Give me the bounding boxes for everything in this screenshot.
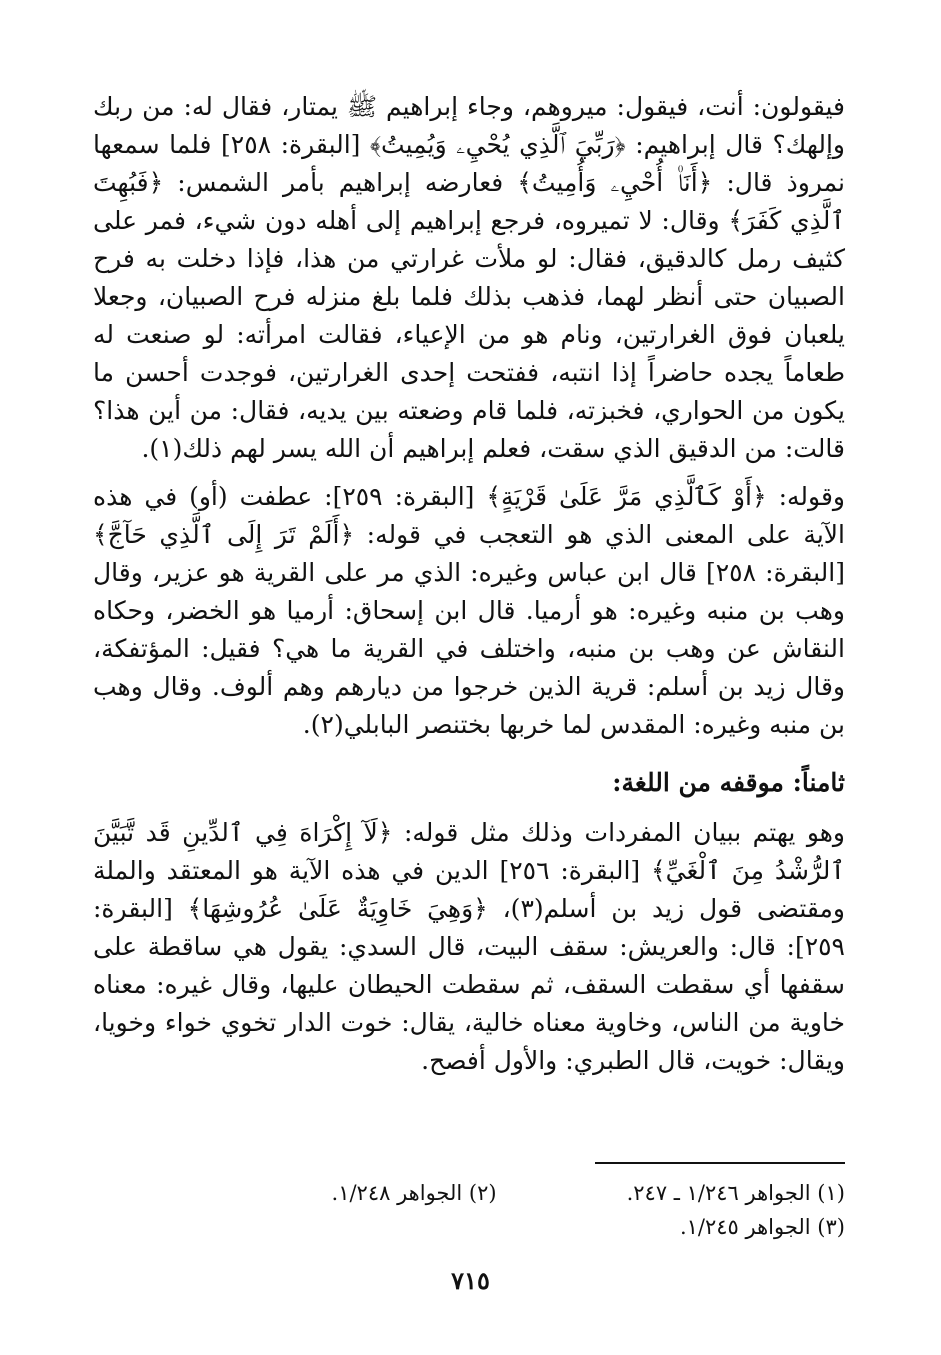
footnote-1: (١) الجواهر ١/٢٤٦ ـ ٢٤٧. xyxy=(626,1181,845,1205)
paragraph-2: وقوله: ﴿أَوْ كَٱلَّذِي مَرَّ عَلَىٰ قَرْيَةٍ﴾ [البقرة: ٢٥٩]: عطفت (أو) في هذه الآية على المعنى الذي هو التعجب في قوله: ﴿أَلَمْ تَرَ إِلَى ٱلَّذِي حَآجَّ﴾ [البقرة: ٢٥٨] قال ابن عباس وغيره: الذي مر على القرية هو عزير، وقال وهب بن منبه وغيره: هو أرميا. قال ابن إسحاق: أرميا هو الخضر، وحكاه النقاش عن وهب بن منبه، واختلف في القرية ما هي؟ فقيل: المؤتفكة، وقال زيد بن أسلم: قرية الذين خرجوا من ديارهم وهم ألوف. وقال وهب بن منبه وغيره: المقدس لما خربها بختنصر البابلي(٢). xyxy=(93,482,845,739)
paragraph-1: فيقولون: أنت، فيقول: ميروهم، وجاء إبراهيم ﷺ يمتار، فقال له: من ربك وإلهك؟ قال إبراهيم: ﴿رَبِّيَ ٱلَّذِي يُحْيِۦ وَيُمِيتُ﴾ [البقرة: ٢٥٨] فلما سمعها نمروذ قال: ﴿أَنَا۠ أُحْيِۦ وَأُمِيتُ﴾ فعارضه إبراهيم بأمر الشمس: ﴿فَبُهِتَ ٱلَّذِي كَفَرَ﴾ وقال: لا تميروه، فرجع إبراهيم إلى أهله دون شيء، فمر على كثيف رمل كالدقيق، فقال: لو ملأت غرارتي من هذا، فإذا دخلت به فرح الصبيان حتى أنظر لهما، فذهب بذلك فلما بلغ منزله فرح الصبيان، وجعلا يلعبان فوق الغرارتين، ونام هو من الإعياء، فقالت امرأته: لو صنعت له طعاماً يجده حاضراً إذا انتبه، ففتحت إحدى الغرارتين، فوجدت أحسن ما يكون من الحواري، فخبزته، فلما قام وضعته بين يديه، فقال: من أين هذا؟ قالت: من الدقيق الذي سقت، فعلم إبراهيم أن الله يسر لهم ذلك(١). xyxy=(93,92,846,463)
footnotes xyxy=(93,1176,845,1244)
footnote-row-2 xyxy=(93,1210,845,1244)
page-body xyxy=(93,88,845,1090)
footnote-2: (٢) الجواهر ١/٢٤٨. xyxy=(331,1181,497,1205)
section-heading: ثامناً: موقفه من اللغة: xyxy=(612,768,845,797)
page-number: ٧١٥ xyxy=(451,1266,490,1295)
footnote-row-1 xyxy=(93,1176,845,1210)
footnote-divider xyxy=(595,1162,845,1164)
paragraph-3: وهو يهتم ببيان المفردات وذلك مثل قوله: ﴿لَآ إِكْرَاهَ فِي ٱلدِّينِ قَد تَّبَيَّنَ ٱلرُّشْدُ مِنَ ٱلْغَيِّ﴾ [البقرة: ٢٥٦] الدين في هذه الآية هو المعتقد والملة ومقتضى قول زيد بن أسلم(٣)، ﴿وَهِيَ خَاوِيَةٌ عَلَىٰ عُرُوشِهَا﴾ [البقرة: ٢٥٩]: قال: والعريش: سقف البيت، قال السدي: يقول هي ساقطة على سقفها أي سقطت السقف، ثم سقطت الحيطان عليها، وقال غيره: معناه خاوية من الناس، وخاوية معناه خالية، يقال: خوت الدار تخوي خواء وخويا، ويقال: خويت، قال الطبري: والأول أفصح. xyxy=(93,818,845,1075)
footnote-3: (٣) الجواهر ١/٢٤٥. xyxy=(679,1215,845,1239)
